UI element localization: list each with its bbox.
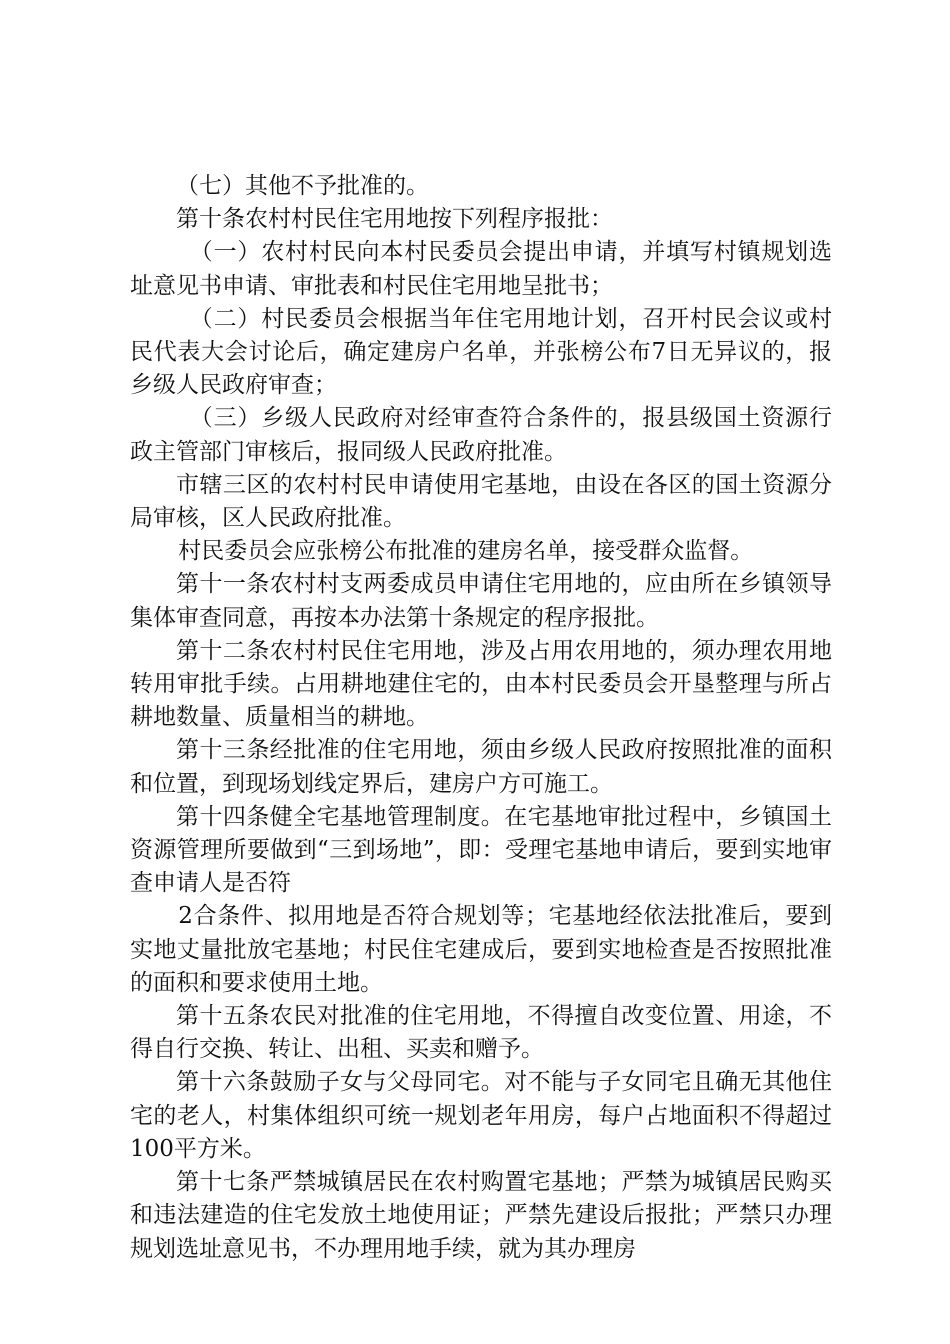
- paragraph-item-1: （一）农村村民向本村民委员会提出申请，并填写村镇规划选址意见书申请、审批表和村民住宅用地呈批书；: [130, 239, 832, 299]
- paragraph-article-17: 第十七条严禁城镇居民在农村购置宅基地；严禁为城镇居民购买和违法建造的住宅发放土地使用证；严禁先建设后报批；严禁只办理规划选址意见书，不办理用地手续，就为其办理房: [130, 1169, 832, 1262]
- paragraph-article-14-continued: 2合条件、拟用地是否符合规划等；宅基地经依法批准后，要到实地丈量批放宅基地；村民住宅建成后，要到实地检查是否按照批准的面积和要求使用土地。: [130, 903, 832, 996]
- paragraph-article-16: 第十六条鼓励子女与父母同宅。对不能与子女同宅且确无其他住宅的老人，村集体组织可统一规划老年用房，每户占地面积不得超过100平方米。: [130, 1069, 832, 1162]
- document-page: [130, 170, 832, 1266]
- paragraph-article-12: 第十二条农村村民住宅用地，涉及占用农用地的，须办理农用地转用审批手续。占用耕地建住宅的，由本村民委员会开垦整理与所占耕地数量、质量相当的耕地。: [130, 637, 832, 731]
- paragraph-item-7: （七）其他不予批准的。: [176, 173, 429, 199]
- paragraph-article-13: 第十三条经批准的住宅用地，须由乡级人民政府按照批准的面积和位置，到现场划线定界后，建房户方可施工。: [130, 737, 832, 797]
- paragraph-item-2: （二）村民委员会根据当年住宅用地计划，召开村民会议或村民代表大会讨论后，确定建房户名单，并张榜公布7日无异议的，报乡级人民政府审查；: [130, 305, 832, 399]
- paragraph-article-15: 第十五条农民对批准的住宅用地，不得擅自改变位置、用途，不得自行交换、转让、出租、买卖和赠予。: [130, 1003, 832, 1063]
- paragraph-city-districts: 市辖三区的农村村民申请使用宅基地，由设在各区的国土资源分局审核，区人民政府批准。: [130, 471, 832, 532]
- paragraph-item-3: （三）乡级人民政府对经审查符合条件的，报县级国土资源行政主管部门审核后，报同级人民政府批准。: [130, 405, 832, 465]
- paragraph-article-11: 第十一条农村村支两委成员申请住宅用地的，应由所在乡镇领导集体审查同意，再按本办法第十条规定的程序报批。: [130, 571, 832, 631]
- paragraph-article-14: 第十四条健全宅基地管理制度。在宅基地审批过程中，乡镇国土资源管理所要做到“三到场地”，即：受理宅基地申请后，要到实地审查申请人是否符: [130, 803, 832, 897]
- paragraph-article-10: 第十条农村村民住宅用地按下列程序报批：: [176, 206, 613, 233]
- paragraph-public-notice: 村民委员会应张榜公布批准的建房名单，接受群众监督。: [178, 538, 754, 565]
